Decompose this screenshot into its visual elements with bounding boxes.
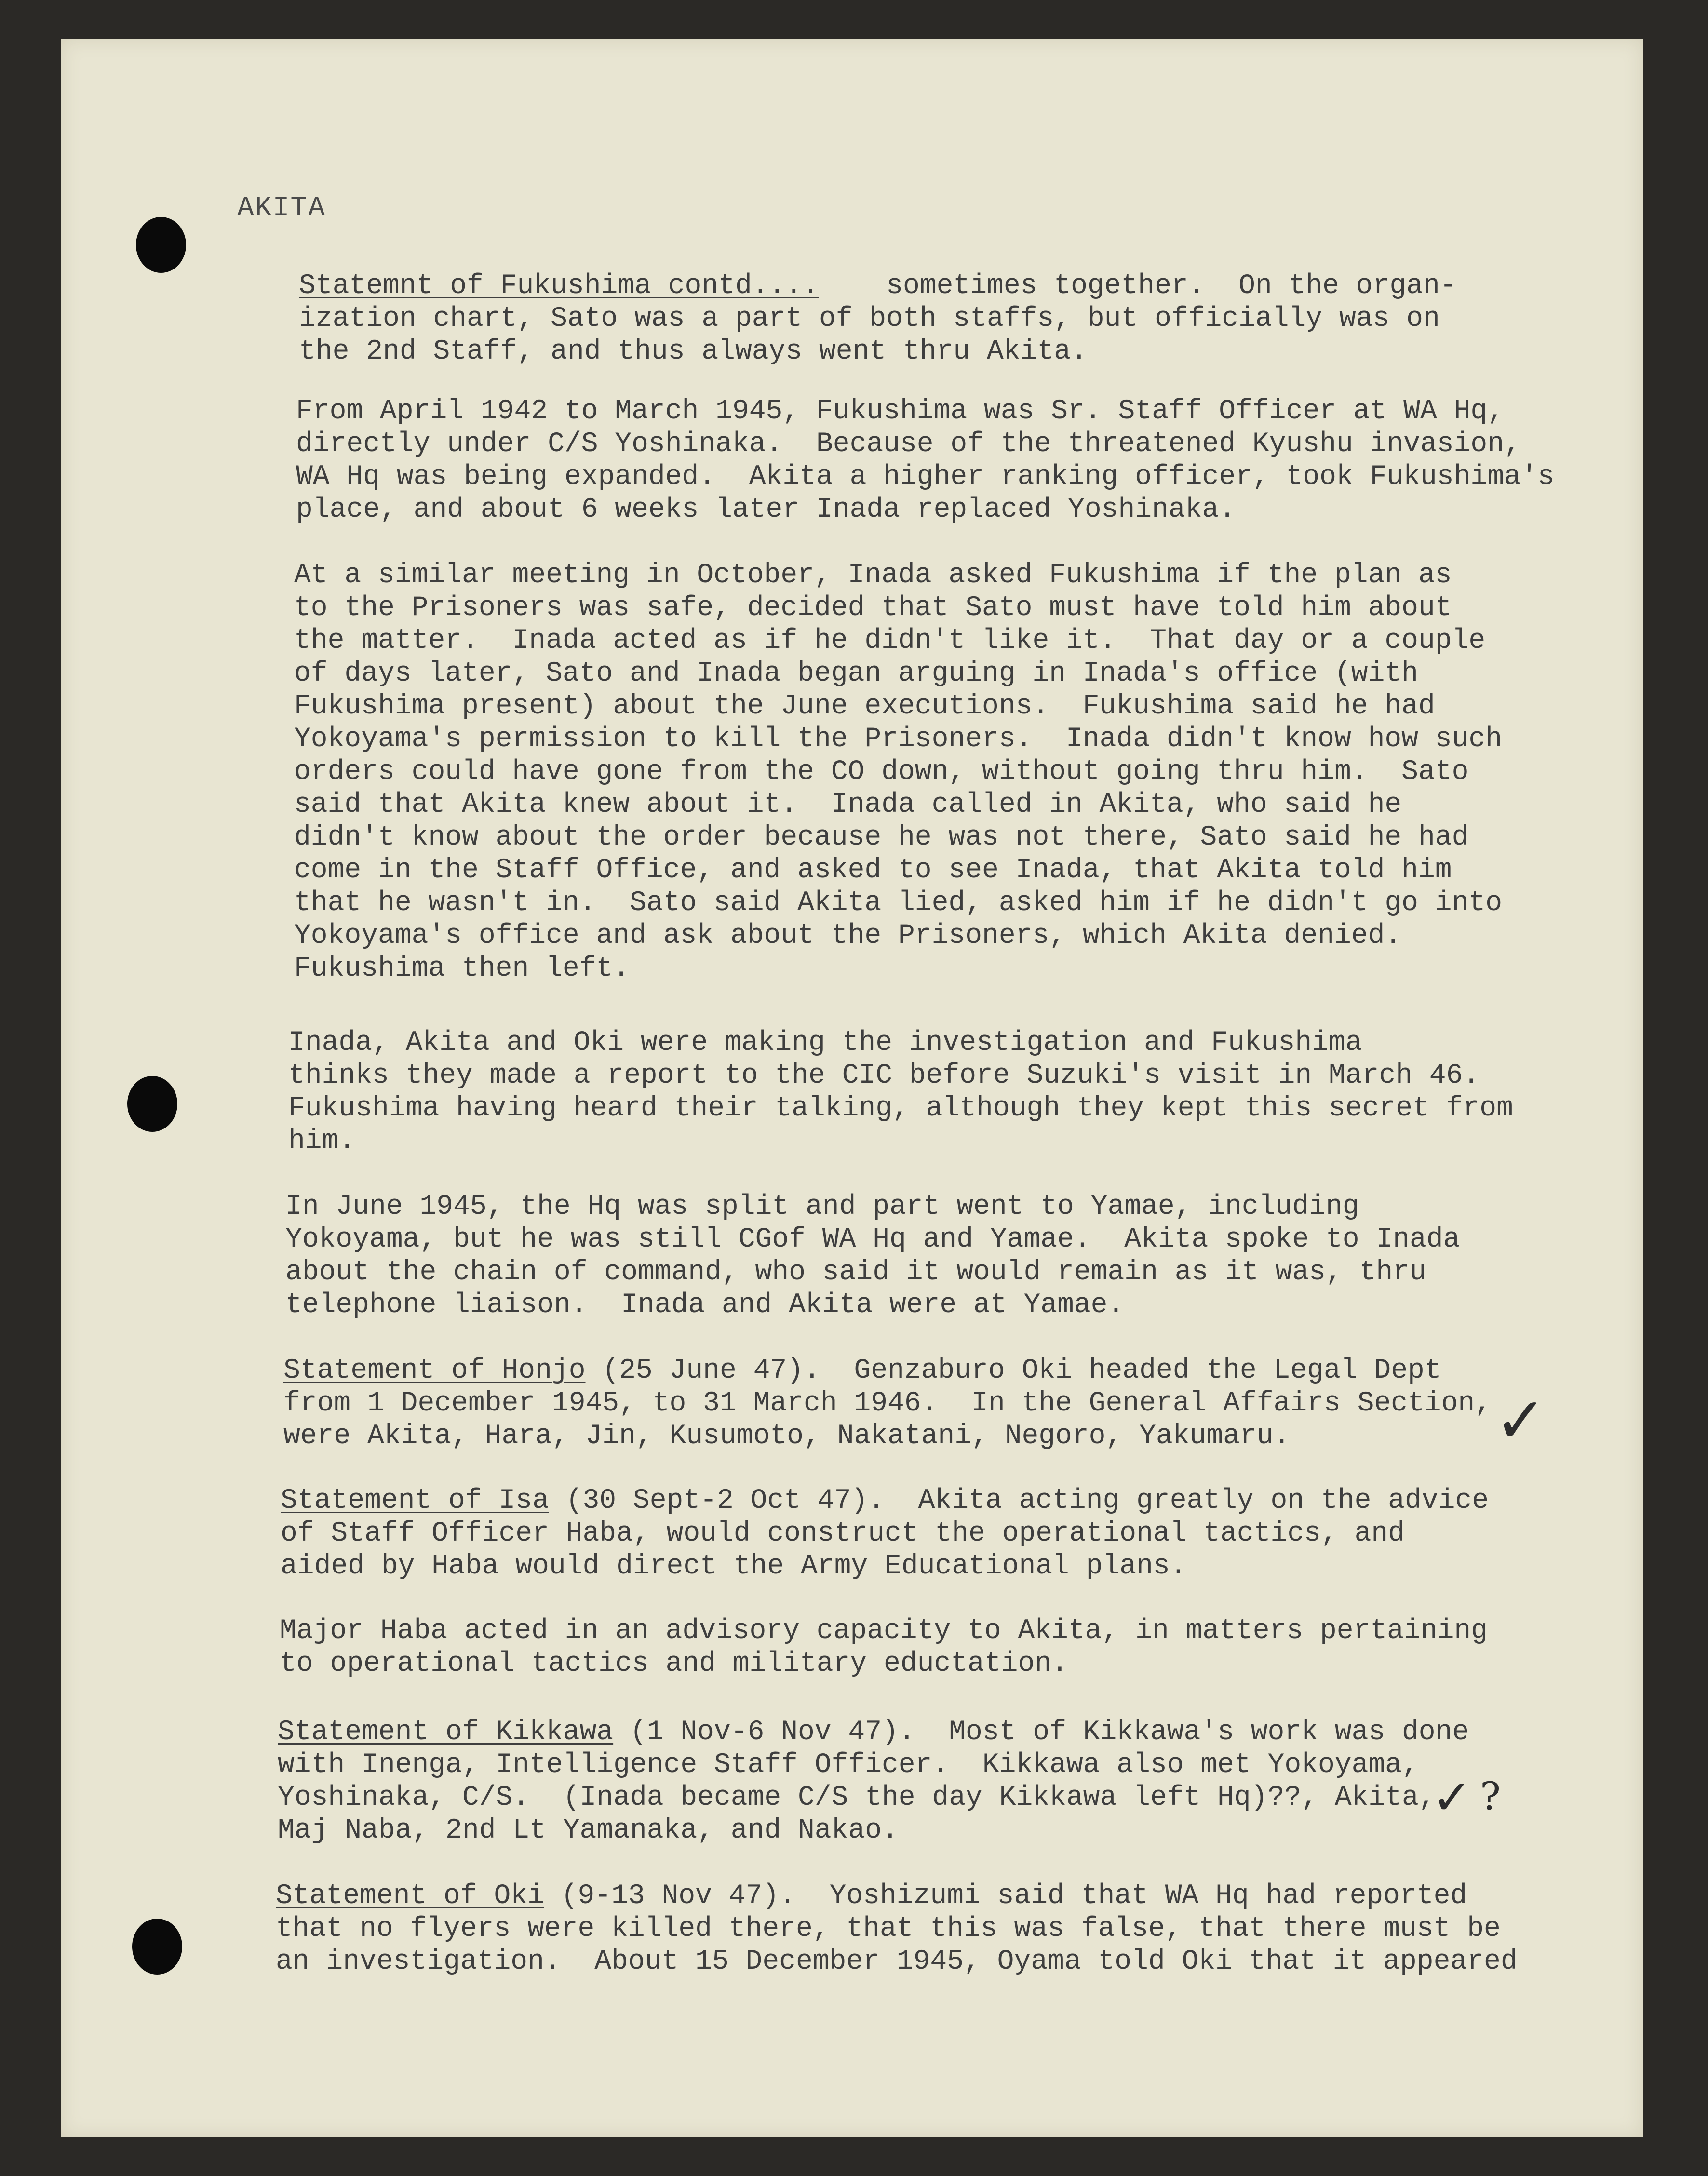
paragraph-fukushima-contd — [299, 270, 1457, 368]
line: him. — [288, 1126, 356, 1157]
line: Maj Naba, 2nd Lt Yamanaka, and Nakao. — [278, 1815, 899, 1846]
line: about the chain of command, who said it would remain as it was, thru — [285, 1257, 1426, 1288]
punch-hole-middle — [127, 1076, 177, 1132]
paragraph-october-meeting — [294, 559, 1502, 985]
line: sometimes together. On the organ- — [819, 270, 1457, 302]
line: thinks they made a report to the CIC before Suzuki's visit in March 46. — [288, 1060, 1480, 1091]
line: Yokoyama, but he was still CGof WA Hq and Yamae. Akita spoke to Inada — [285, 1224, 1460, 1255]
line: (30 Sept-2 Oct 47). Akita acting greatly on the advice — [549, 1485, 1489, 1517]
line: from 1 December 1945, to 31 March 1946. In the General Affairs Section, — [283, 1388, 1492, 1419]
line: telephone liaison. Inada and Akita were at Yamae. — [285, 1289, 1125, 1321]
line: In June 1945, the Hq was split and part went to Yamae, including — [285, 1191, 1359, 1222]
line: WA Hq was being expanded. Akita a higher ranking officer, took Fukushima's — [296, 461, 1555, 493]
statement-label: Statement of Honjo — [283, 1355, 586, 1386]
line: directly under C/S Yoshinaka. Because of the threatened Kyushu invasion, — [296, 429, 1521, 460]
punch-hole-top — [136, 217, 186, 273]
line: From April 1942 to March 1945, Fukushima was Sr. Staff Officer at WA Hq, — [296, 396, 1505, 427]
paragraph-major-haba — [280, 1615, 1488, 1680]
line: orders could have gone from the CO down, without going thru him. Sato — [294, 756, 1469, 788]
line: of days later, Sato and Inada began arguing in Inada's office (with — [294, 658, 1418, 689]
paragraph-april-1942 — [296, 395, 1554, 526]
line: Fukushima present) about the June executions. Fukushima said he had — [294, 691, 1435, 722]
line: (25 June 47). Genzaburo Oki headed the Legal Dept — [585, 1355, 1441, 1386]
statement-label: Statement of Isa — [281, 1485, 549, 1517]
line: Fukushima having heard their talking, although they kept this secret from — [288, 1093, 1513, 1124]
statement-label: Statemnt of Fukushima contd.... — [299, 270, 819, 302]
paragraph-june-1945 — [285, 1191, 1460, 1322]
document-heading: AKITA — [237, 193, 326, 224]
line: ization chart, Sato was a part of both staffs, but officially was on — [299, 303, 1440, 335]
line: place, and about 6 weeks later Inada replaced Yoshinaka. — [296, 494, 1236, 525]
paragraph-statement-kikkawa — [278, 1716, 1469, 1847]
line: Major Haba acted in an advisory capacity to Akita, in matters pertaining — [280, 1615, 1488, 1647]
line: an investigation. About 15 December 1945, Oyama told Oki that it appeared — [276, 1946, 1518, 1977]
line: to the Prisoners was safe, decided that Sato must have told him about — [294, 592, 1452, 624]
line: Yokoyama's permission to kill the Prisoners. Inada didn't know how such — [294, 724, 1503, 755]
statement-label: Statement of Kikkawa — [278, 1717, 614, 1748]
line: of Staff Officer Haba, would construct the operational tactics, and — [281, 1518, 1405, 1549]
paragraph-investigation — [288, 1027, 1513, 1158]
line: aided by Haba would direct the Army Educational plans. — [281, 1551, 1187, 1582]
paragraph-statement-honjo — [283, 1355, 1492, 1453]
line: Yokoyama's office and ask about the Prisoners, which Akita denied. — [294, 920, 1402, 952]
line: that he wasn't in. Sato said Akita lied, asked him if he didn't go into — [294, 887, 1503, 919]
line: said that Akita knew about it. Inada called in Akita, who said he — [294, 789, 1402, 820]
line: didn't know about the order because he was not there, Sato said he had — [294, 822, 1469, 853]
punch-hole-bottom — [132, 1919, 182, 1975]
line: that no flyers were killed there, that this was false, that there must be — [276, 1913, 1501, 1945]
line: (1 Nov-6 Nov 47). Most of Kikkawa's work was done — [613, 1717, 1469, 1748]
line: with Inenga, Intelligence Staff Officer. Kikkawa also met Yokoyama, — [278, 1749, 1419, 1781]
line: Yoshinaka, C/S. (Inada became C/S the day Kikkawa left Hq)??, Akita, — [278, 1782, 1436, 1813]
line: the 2nd Staff, and thus always went thru Akita. — [299, 336, 1088, 367]
line: At a similar meeting in October, Inada asked Fukushima if the plan as — [294, 560, 1452, 591]
line: the matter. Inada acted as if he didn't like it. That day or a couple — [294, 625, 1486, 657]
margin-question-mark: ? — [1480, 1774, 1501, 1819]
line: come in the Staff Office, and asked to see Inada, that Akita told him — [294, 855, 1452, 886]
margin-check-mark-kikkawa: ✓ — [1432, 1769, 1472, 1826]
margin-check-mark: ✓ — [1494, 1384, 1547, 1457]
line: were Akita, Hara, Jin, Kusumoto, Nakatani, Negoro, Yakumaru. — [283, 1421, 1291, 1452]
paragraph-statement-isa — [281, 1485, 1489, 1583]
line: Fukushima then left. — [294, 953, 630, 984]
line: Inada, Akita and Oki were making the investigation and Fukushima — [288, 1027, 1362, 1059]
line: (9-13 Nov 47). Yoshizumi said that WA Hq had reported — [544, 1880, 1467, 1912]
statement-label: Statement of Oki — [276, 1880, 544, 1912]
paragraph-statement-oki — [276, 1880, 1518, 1978]
line: to operational tactics and military eductation. — [280, 1648, 1068, 1679]
